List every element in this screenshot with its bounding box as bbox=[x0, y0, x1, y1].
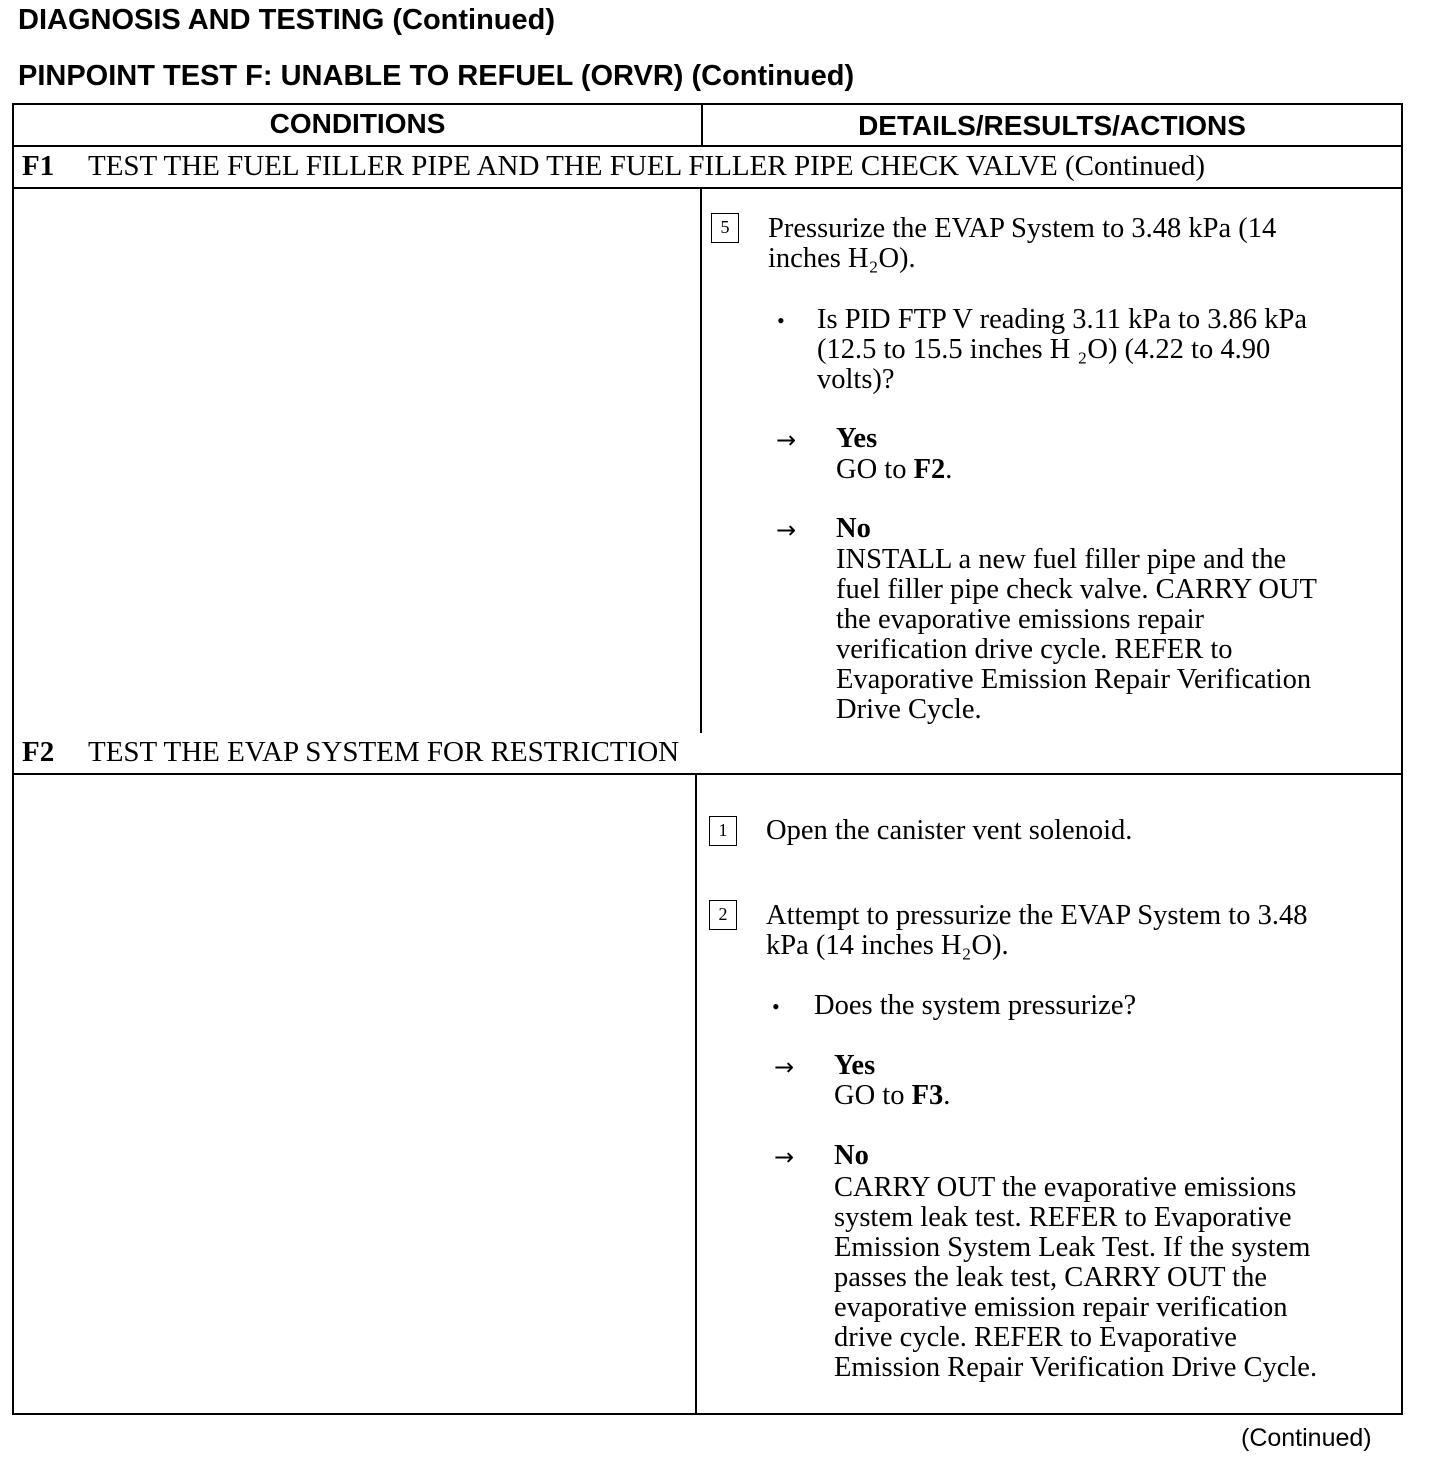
step-instruction: Pressurize the EVAP System to 3.48 kPa (14 inches H₂O). bbox=[768, 213, 1277, 274]
result-no-action: INSTALL a new fuel filler pipe and the fuel filler pipe check valve. CARRY OUT the evaporative emissions repair verification drive cycle. REFER to Evaporative Emission Repair Verification Drive Cycle. bbox=[836, 544, 1317, 725]
step-number-box: 1 bbox=[709, 816, 737, 846]
bullet-icon: • bbox=[772, 994, 780, 1019]
arrow-right-icon: → bbox=[776, 516, 797, 544]
continued-footer: (Continued) bbox=[1241, 1424, 1372, 1452]
bullet-icon: • bbox=[777, 308, 785, 333]
result-yes-label: Yes bbox=[834, 1050, 876, 1081]
test-title: PINPOINT TEST F: UNABLE TO REFUEL (ORVR) (Continued) bbox=[18, 60, 855, 92]
step-instruction: Attempt to pressurize the EVAP System to 3.48 kPa (14 inches H₂O). bbox=[766, 900, 1308, 961]
step-title-f1: TEST THE FUEL FILLER PIPE AND THE FUEL FILLER PIPE CHECK VALVE (Continued) bbox=[88, 150, 1206, 182]
step-title-f2: TEST THE EVAP SYSTEM FOR RESTRICTION bbox=[88, 736, 680, 768]
test-question: Is PID FTP V reading 3.11 kPa to 3.86 kPa (12.5 to 15.5 inches H ₂O) (4.22 to 4.90 volts)? bbox=[817, 304, 1308, 395]
result-no-label: No bbox=[834, 1140, 869, 1171]
column-header-conditions: CONDITIONS bbox=[14, 105, 701, 147]
step-header-f1 bbox=[14, 147, 1401, 189]
column-divider bbox=[695, 775, 697, 1413]
result-yes-action: GO to F2. bbox=[836, 454, 953, 485]
result-yes-label: Yes bbox=[836, 423, 878, 454]
goto-step-link[interactable]: F2 bbox=[913, 454, 946, 485]
step-number-box: 2 bbox=[709, 900, 737, 930]
result-yes-action: GO to F3. bbox=[834, 1080, 951, 1111]
step-header-f2 bbox=[14, 733, 1401, 775]
result-no-label: No bbox=[836, 513, 871, 544]
step-id-f2: F2 bbox=[22, 736, 55, 768]
result-no-action: CARRY OUT the evaporative emissions system leak test. REFER to Evaporative Emission System Leak Test. If the system passes the leak test, CARRY OUT the evaporative emission repair verification drive cycle. REFER to Evaporative Emission Repair Verification Drive Cycle. bbox=[834, 1172, 1318, 1383]
step-number-box: 5 bbox=[711, 213, 739, 243]
test-question: Does the system pressurize? bbox=[814, 990, 1137, 1021]
step-id-f1: F1 bbox=[22, 150, 55, 182]
column-divider bbox=[700, 189, 702, 733]
step-instruction: Open the canister vent solenoid. bbox=[766, 815, 1133, 846]
arrow-right-icon: → bbox=[774, 1053, 795, 1081]
arrow-right-icon: → bbox=[776, 426, 797, 454]
arrow-right-icon: → bbox=[774, 1143, 795, 1171]
section-title: DIAGNOSIS AND TESTING (Continued) bbox=[18, 4, 556, 36]
goto-step-link[interactable]: F3 bbox=[911, 1080, 944, 1111]
column-header-details: DETAILS/RESULTS/ACTIONS bbox=[701, 105, 1401, 147]
